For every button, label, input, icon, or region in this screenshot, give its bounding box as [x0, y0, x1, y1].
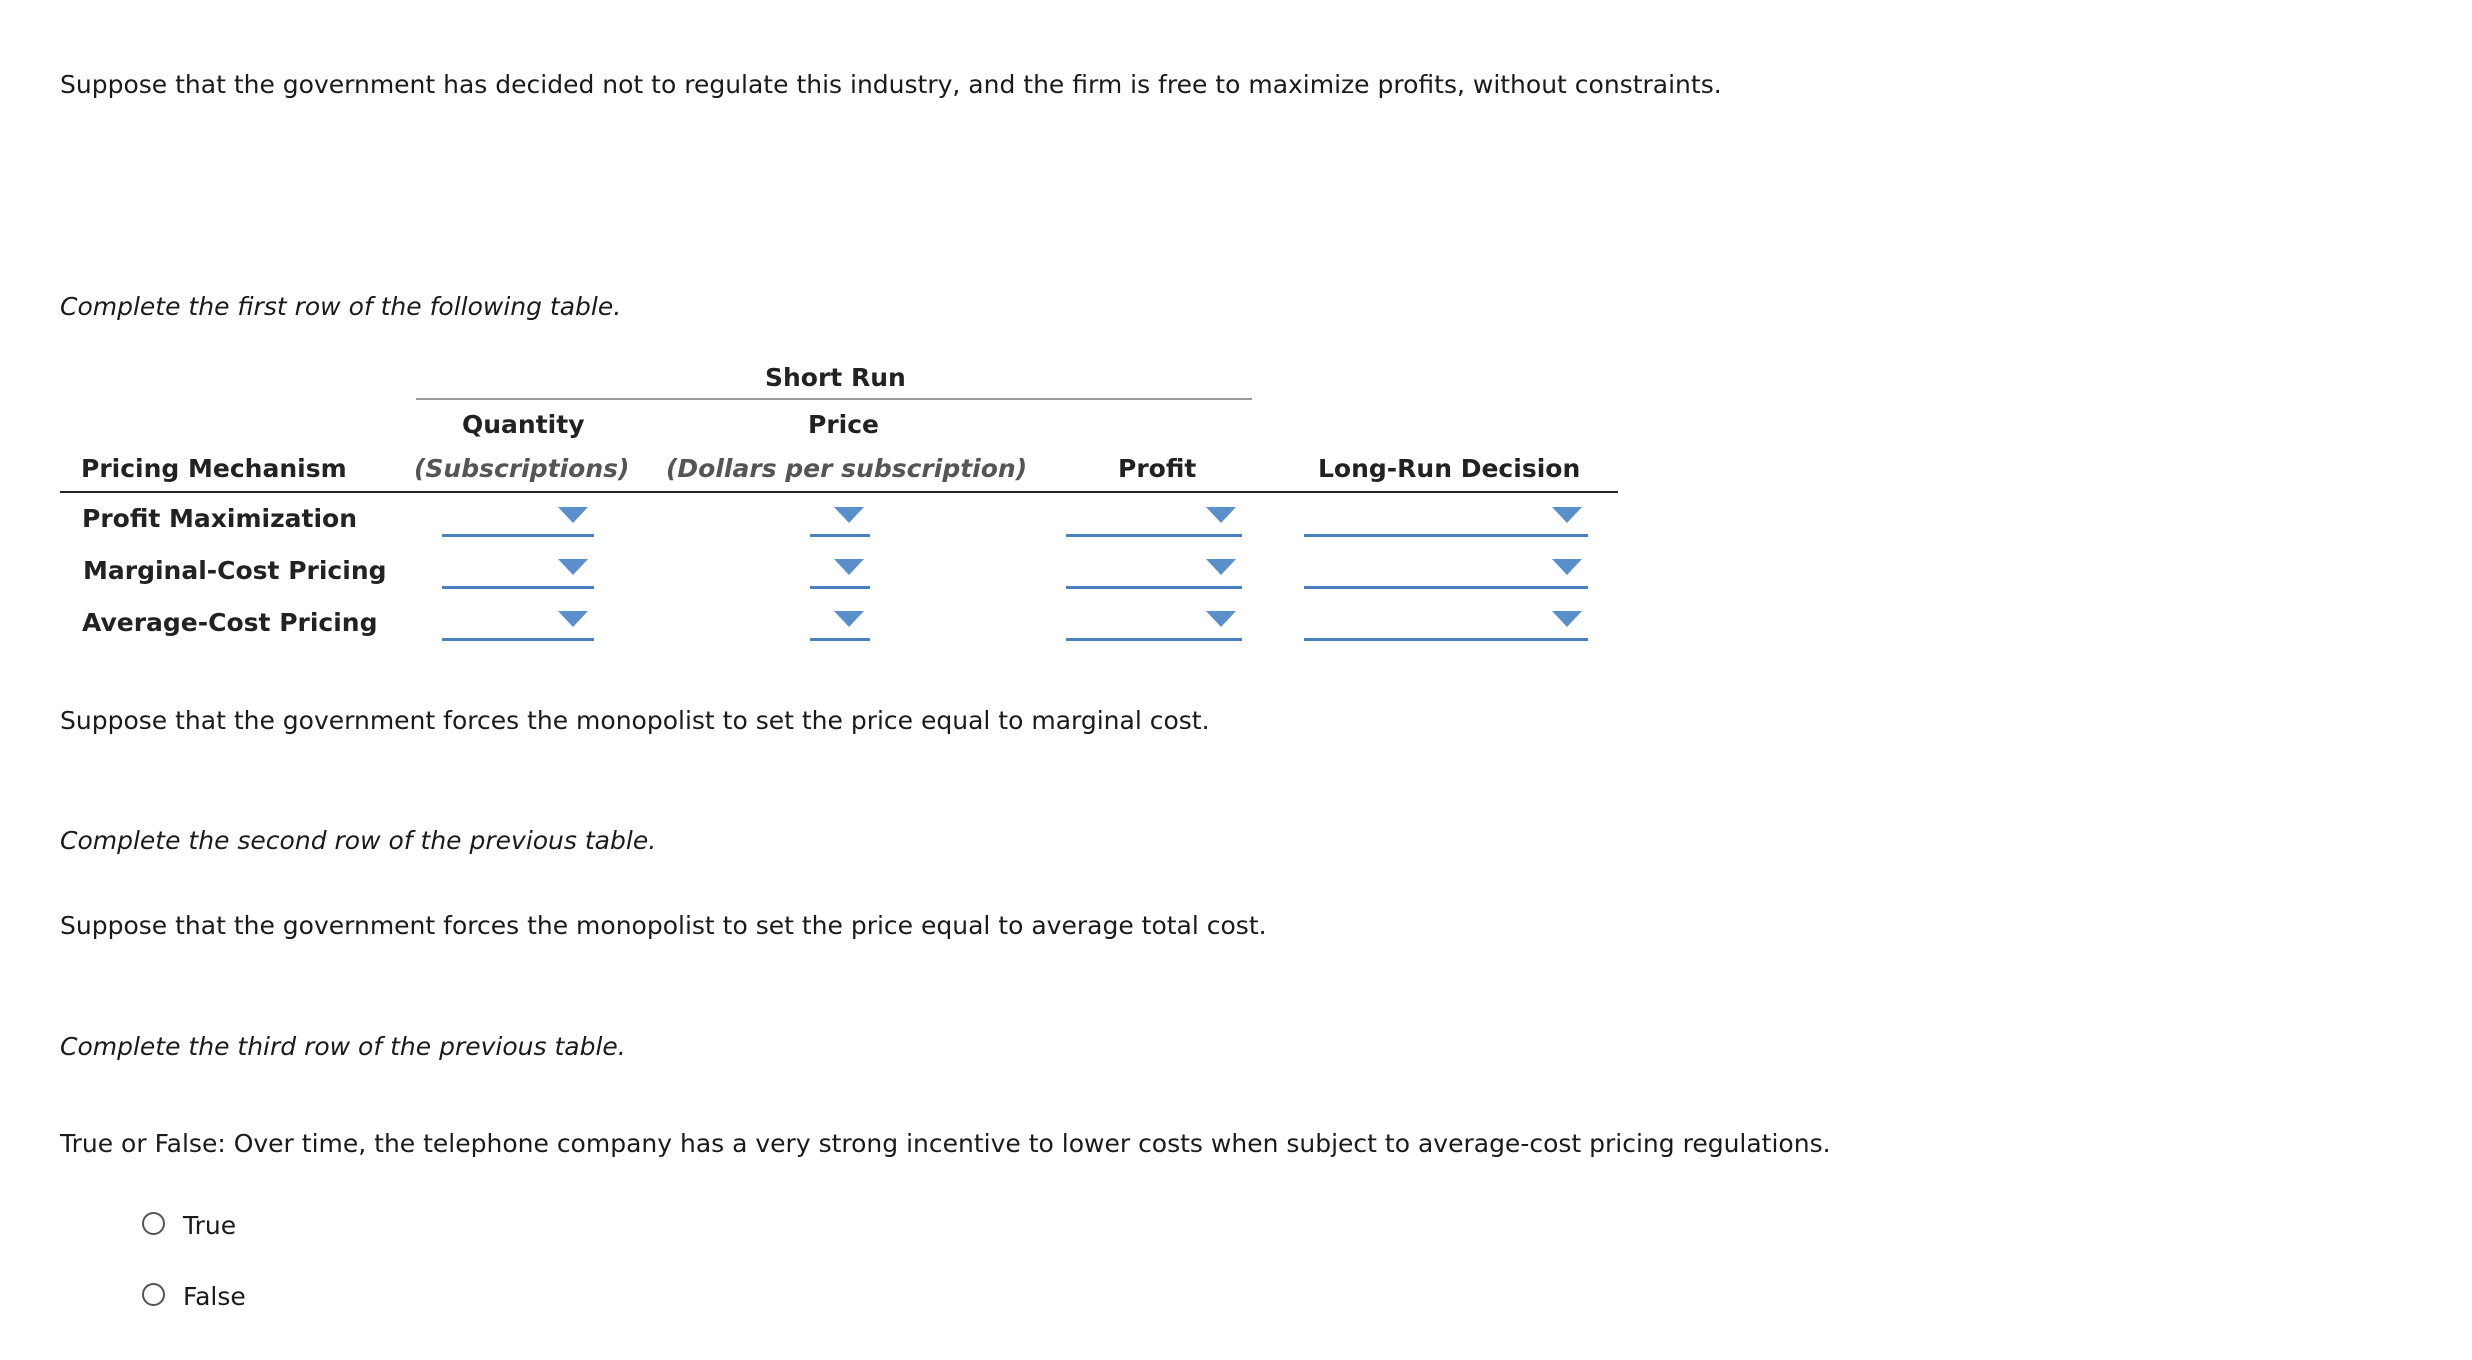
chevron-down-icon — [558, 611, 588, 627]
row-label-marginal-cost-pricing: Marginal-Cost Pricing — [83, 556, 387, 585]
chevron-down-icon — [1206, 507, 1236, 523]
chevron-down-icon — [1552, 611, 1582, 627]
instruction-third-row: Complete the third row of the previous table. — [60, 1032, 626, 1061]
header-price: Price — [808, 410, 879, 439]
long-run-dropdown-row1[interactable] — [1304, 497, 1588, 537]
quantity-dropdown-row2[interactable] — [442, 549, 594, 589]
long-run-dropdown-row3[interactable] — [1304, 601, 1588, 641]
option-true-label[interactable]: True — [183, 1211, 237, 1240]
radio-false[interactable] — [142, 1283, 165, 1306]
intro-text: Suppose that the government has decided not to regulate this industry, and the firm is free to maximize profits, without constraints. — [60, 70, 1722, 99]
profit-dropdown-row1[interactable] — [1066, 497, 1242, 537]
average-total-cost-text: Suppose that the government forces the monopolist to set the price equal to average total cost. — [60, 911, 1267, 940]
quantity-dropdown-row1[interactable] — [442, 497, 594, 537]
long-run-dropdown-row2[interactable] — [1304, 549, 1588, 589]
header-divider — [60, 491, 1618, 493]
chevron-down-icon — [834, 611, 864, 627]
true-false-question: True or False: Over time, the telephone company has a very strong incentive to lower costs when subject to average-cost pricing regulations. — [60, 1129, 1831, 1158]
header-pricing-mechanism: Pricing Mechanism — [81, 454, 347, 483]
header-price-unit: (Dollars per subscription) — [666, 454, 1028, 483]
price-dropdown-row2[interactable] — [810, 549, 870, 589]
price-dropdown-row3[interactable] — [810, 601, 870, 641]
header-long-run-decision: Long-Run Decision — [1318, 454, 1581, 483]
price-dropdown-row1[interactable] — [810, 497, 870, 537]
row-label-average-cost-pricing: Average-Cost Pricing — [82, 608, 378, 637]
header-profit: Profit — [1118, 454, 1197, 483]
radio-true[interactable] — [142, 1212, 165, 1235]
chevron-down-icon — [834, 559, 864, 575]
chevron-down-icon — [1206, 611, 1236, 627]
chevron-down-icon — [834, 507, 864, 523]
chevron-down-icon — [558, 507, 588, 523]
chevron-down-icon — [558, 559, 588, 575]
header-short-run: Short Run — [765, 363, 906, 392]
row-label-profit-maximization: Profit Maximization — [82, 504, 357, 533]
header-quantity: Quantity — [462, 410, 585, 439]
quantity-dropdown-row3[interactable] — [442, 601, 594, 641]
chevron-down-icon — [1206, 559, 1236, 575]
profit-dropdown-row2[interactable] — [1066, 549, 1242, 589]
header-quantity-unit: (Subscriptions) — [414, 454, 630, 483]
option-false-label[interactable]: False — [183, 1282, 246, 1311]
chevron-down-icon — [1552, 559, 1582, 575]
instruction-first-row: Complete the first row of the following table. — [60, 292, 622, 321]
instruction-second-row: Complete the second row of the previous table. — [60, 826, 657, 855]
chevron-down-icon — [1552, 507, 1582, 523]
marginal-cost-text: Suppose that the government forces the monopolist to set the price equal to marginal cost. — [60, 706, 1210, 735]
profit-dropdown-row3[interactable] — [1066, 601, 1242, 641]
short-run-divider — [416, 398, 1252, 400]
